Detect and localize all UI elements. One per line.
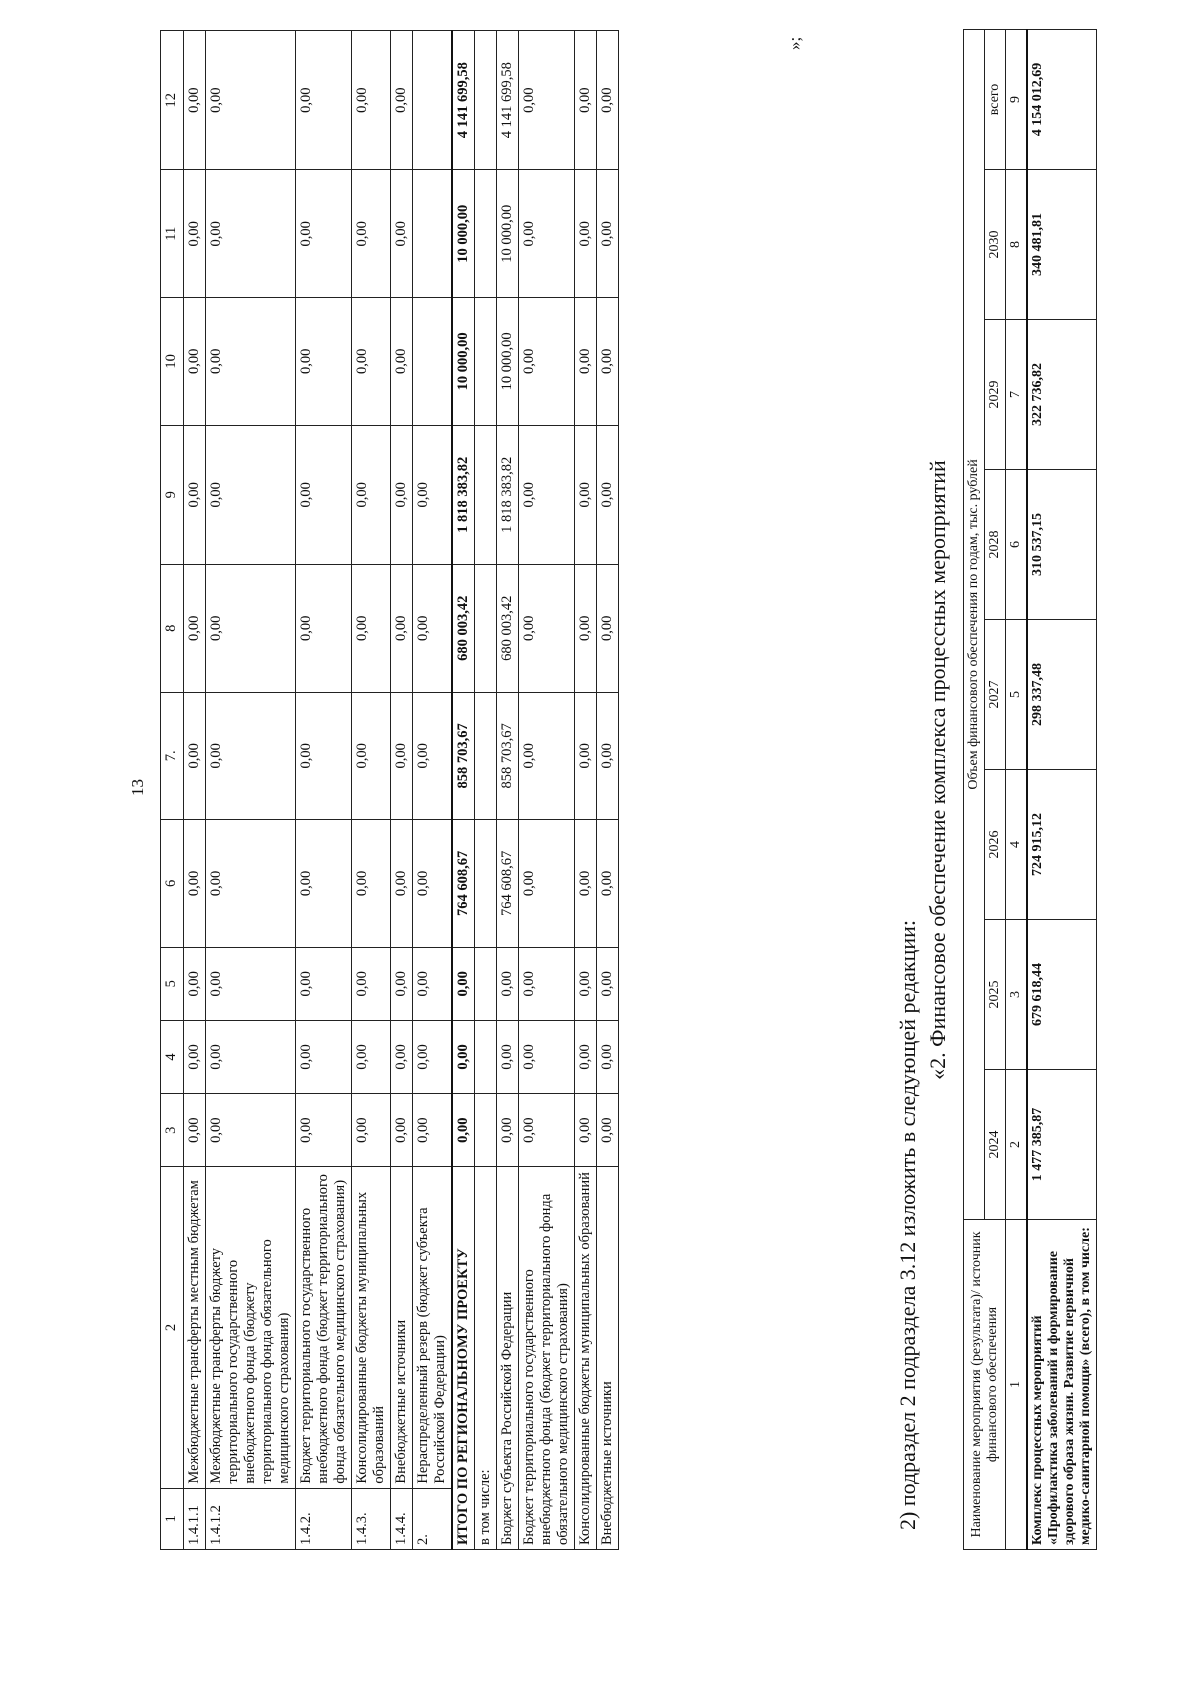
value-cell — [475, 1094, 497, 1167]
row-code: 1.4.3. — [352, 1488, 391, 1549]
value-cell — [475, 1020, 497, 1093]
value-cell: 10 000,00 — [497, 298, 519, 426]
value-cell: 340 481,81 — [1027, 170, 1097, 320]
value-cell: 0,00 — [206, 1020, 296, 1093]
value-cell: 0,00 — [296, 947, 352, 1020]
value-cell: 0,00 — [352, 170, 391, 298]
value-cell — [475, 298, 497, 426]
volume-header: Объем финансового обеспечения по годам, тыс. рублей — [964, 29, 985, 1219]
table-row — [352, 31, 391, 1550]
name-header: Наименование мероприятия (результата)/ источник финансового обеспечения — [964, 1220, 1006, 1550]
value-cell: 0,00 — [391, 31, 413, 170]
value-cell: 0,00 — [296, 31, 352, 170]
value-cell: 0,00 — [519, 564, 575, 692]
value-cell: 0,00 — [296, 820, 352, 948]
value-cell: 0,00 — [452, 1094, 475, 1167]
value-cell: 0,00 — [597, 170, 619, 298]
section-heading: «2. Финансовое обеспечение комплекса процессных мероприятий — [925, 460, 950, 1080]
value-cell — [475, 947, 497, 1020]
value-cell: 0,00 — [206, 947, 296, 1020]
value-cell: 0,00 — [352, 425, 391, 564]
value-cell: 0,00 — [391, 170, 413, 298]
row-name: Внебюджетные источники — [597, 1167, 619, 1550]
column-number: 7 — [1006, 320, 1028, 470]
row-code: 1.4.4. — [391, 1488, 413, 1549]
column-number: 12 — [161, 31, 184, 170]
value-cell: 0,00 — [184, 1020, 206, 1093]
value-cell: 0,00 — [184, 170, 206, 298]
value-cell: 0,00 — [184, 820, 206, 948]
column-number: 3 — [1006, 920, 1028, 1070]
value-cell: 0,00 — [206, 692, 296, 820]
value-cell: 0,00 — [597, 1094, 619, 1167]
page-number: 13 — [128, 779, 147, 796]
value-cell: 0,00 — [352, 692, 391, 820]
value-cell: 0,00 — [206, 31, 296, 170]
column-number: 5 — [161, 947, 184, 1020]
year-header: 2026 — [985, 770, 1006, 920]
amendment-paragraph: 2) подраздел 2 подраздела 3.12 изложить в следующей редакции: — [895, 919, 920, 1530]
value-cell: 0,00 — [391, 1020, 413, 1093]
year-header: 2025 — [985, 920, 1006, 1070]
table-row — [413, 31, 453, 1550]
value-cell: 0,00 — [352, 947, 391, 1020]
value-cell: 322 736,82 — [1027, 320, 1097, 470]
value-cell: 0,00 — [575, 31, 597, 170]
column-number: 7. — [161, 692, 184, 820]
value-cell — [413, 298, 453, 426]
value-cell: 0,00 — [597, 31, 619, 170]
row-name: Бюджет территориального государственного внебюджетного фонда (бюджет территориального фонда обязательного медицинского страхования) — [296, 1167, 352, 1488]
row-name: в том числе: — [475, 1167, 497, 1550]
row-name: Внебюджетные источники — [391, 1167, 413, 1488]
column-number: 2 — [161, 1167, 184, 1488]
column-number: 4 — [1006, 770, 1028, 920]
column-number: 9 — [1006, 29, 1028, 169]
table-row — [452, 31, 475, 1550]
value-cell: 0,00 — [575, 820, 597, 948]
year-header: 2030 — [985, 170, 1006, 320]
value-cell: 0,00 — [184, 1094, 206, 1167]
year-header: 2028 — [985, 470, 1006, 620]
value-cell — [475, 564, 497, 692]
value-cell: 0,00 — [413, 1094, 453, 1167]
header-row — [964, 29, 985, 1549]
value-cell: 4 154 012,69 — [1027, 29, 1097, 169]
table-row — [575, 31, 597, 1550]
value-cell: 1 477 385,87 — [1027, 1070, 1097, 1220]
year-header: 2027 — [985, 620, 1006, 770]
table-row — [391, 31, 413, 1550]
value-cell: 0,00 — [352, 1094, 391, 1167]
column-number: 5 — [1006, 620, 1028, 770]
value-cell: 0,00 — [575, 298, 597, 426]
value-cell: 0,00 — [184, 692, 206, 820]
value-cell: 0,00 — [575, 425, 597, 564]
value-cell: 0,00 — [519, 170, 575, 298]
value-cell — [413, 170, 453, 298]
value-cell: 0,00 — [352, 298, 391, 426]
column-number: 1 — [161, 1488, 184, 1549]
value-cell: 0,00 — [575, 564, 597, 692]
row-name: Консолидированные бюджеты муниципальных образований — [575, 1167, 597, 1550]
row-name: Бюджет субъекта Российской Федерации — [497, 1167, 519, 1550]
value-cell: 0,00 — [391, 947, 413, 1020]
row-code: 1.4.2. — [296, 1488, 352, 1549]
value-cell: 858 703,67 — [452, 692, 475, 820]
value-cell: 0,00 — [206, 425, 296, 564]
table-row — [296, 31, 352, 1550]
value-cell: 0,00 — [519, 1020, 575, 1093]
table-row — [475, 31, 497, 1550]
year-header: 2029 — [985, 320, 1006, 470]
value-cell: 1 818 383,82 — [497, 425, 519, 564]
column-number: 6 — [1006, 470, 1028, 620]
table-row — [184, 31, 206, 1550]
value-cell: 0,00 — [206, 170, 296, 298]
column-numbers-row — [1006, 29, 1028, 1549]
column-number: 3 — [161, 1094, 184, 1167]
value-cell: 0,00 — [296, 692, 352, 820]
value-cell: 310 537,15 — [1027, 470, 1097, 620]
value-cell: 0,00 — [575, 1094, 597, 1167]
value-cell: 0,00 — [519, 947, 575, 1020]
value-cell: 0,00 — [597, 1020, 619, 1093]
value-cell: 0,00 — [391, 298, 413, 426]
row-name: Бюджет территориального государственного внебюджетного фонда (бюджет территориального фонда обязательного медицинского страхования) — [519, 1167, 575, 1550]
row-code: 2. — [413, 1488, 453, 1549]
value-cell — [475, 31, 497, 170]
value-cell: 0,00 — [184, 425, 206, 564]
value-cell: 724 915,12 — [1027, 770, 1097, 920]
value-cell: 0,00 — [184, 947, 206, 1020]
value-cell: 0,00 — [413, 564, 453, 692]
rotated-content — [120, 15, 1170, 1560]
value-cell: 0,00 — [597, 692, 619, 820]
value-cell: 0,00 — [391, 564, 413, 692]
value-cell: 680 003,42 — [452, 564, 475, 692]
value-cell: 0,00 — [184, 564, 206, 692]
value-cell: 0,00 — [391, 425, 413, 564]
value-cell: 0,00 — [497, 947, 519, 1020]
column-number: 2 — [1006, 1070, 1028, 1220]
value-cell: 764 608,67 — [497, 820, 519, 948]
value-cell: 4 141 699,58 — [497, 31, 519, 170]
row-name: Межбюджетные трансферты бюджету территориального государственного внебюджетного фонда (бюджету территориального фонда обязательного медицинского страхования) — [206, 1167, 296, 1488]
value-cell: 0,00 — [597, 820, 619, 948]
value-cell: 0,00 — [497, 1094, 519, 1167]
value-cell: 0,00 — [413, 1020, 453, 1093]
value-cell: 0,00 — [519, 425, 575, 564]
value-cell: 0,00 — [352, 820, 391, 948]
value-cell: 0,00 — [206, 1094, 296, 1167]
value-cell: 0,00 — [519, 820, 575, 948]
value-cell: 0,00 — [184, 298, 206, 426]
table-row — [497, 31, 519, 1550]
value-cell: 4 141 699,58 — [452, 31, 475, 170]
value-cell: 0,00 — [352, 31, 391, 170]
closing-mark: »; — [785, 36, 804, 50]
value-cell — [413, 31, 453, 170]
value-cell: 0,00 — [413, 820, 453, 948]
value-cell: 0,00 — [413, 425, 453, 564]
value-cell: 0,00 — [206, 298, 296, 426]
value-cell: 0,00 — [296, 1094, 352, 1167]
value-cell: 0,00 — [519, 1094, 575, 1167]
column-number: 9 — [161, 425, 184, 564]
financing-table — [160, 30, 619, 1550]
value-cell — [475, 425, 497, 564]
value-cell — [475, 170, 497, 298]
value-cell: 0,00 — [519, 692, 575, 820]
table-row — [519, 31, 575, 1550]
value-cell: 858 703,67 — [497, 692, 519, 820]
value-cell: 0,00 — [575, 170, 597, 298]
value-cell: 0,00 — [497, 1020, 519, 1093]
value-cell: 0,00 — [597, 425, 619, 564]
value-cell: 0,00 — [413, 692, 453, 820]
value-cell: 0,00 — [519, 298, 575, 426]
value-cell: 0,00 — [296, 1020, 352, 1093]
value-cell: 0,00 — [352, 1020, 391, 1093]
value-cell — [475, 820, 497, 948]
year-header: всего — [985, 29, 1006, 169]
table-row — [597, 31, 619, 1550]
value-cell: 679 618,44 — [1027, 920, 1097, 1070]
value-cell: 0,00 — [352, 564, 391, 692]
value-cell: 0,00 — [296, 170, 352, 298]
value-cell: 0,00 — [452, 1020, 475, 1093]
column-number: 4 — [161, 1020, 184, 1093]
value-cell: 0,00 — [597, 298, 619, 426]
row-name: Комплекс процессных мероприятий «Профилактика заболеваний и формирование здорового образа жизни. Развитие первичной медико-санитарной помощи» (всего), в том числе: — [1027, 1220, 1097, 1550]
value-cell: 10 000,00 — [497, 170, 519, 298]
value-cell: 1 818 383,82 — [452, 425, 475, 564]
row-code: 1.4.1.1 — [184, 1488, 206, 1549]
column-number: 10 — [161, 298, 184, 426]
column-number: 8 — [1006, 170, 1028, 320]
column-number: 8 — [161, 564, 184, 692]
column-number: 6 — [161, 820, 184, 948]
value-cell: 0,00 — [206, 820, 296, 948]
value-cell: 0,00 — [184, 31, 206, 170]
column-number: 11 — [161, 170, 184, 298]
value-cell: 0,00 — [391, 820, 413, 948]
process-measures-table — [963, 29, 1097, 1550]
value-cell — [475, 692, 497, 820]
value-cell: 0,00 — [206, 564, 296, 692]
value-cell: 0,00 — [296, 564, 352, 692]
value-cell: 0,00 — [575, 692, 597, 820]
table-row — [1027, 29, 1097, 1549]
row-name: ИТОГО ПО РЕГИОНАЛЬНОМУ ПРОЕКТУ — [452, 1167, 475, 1550]
value-cell: 298 337,48 — [1027, 620, 1097, 770]
value-cell: 0,00 — [391, 692, 413, 820]
value-cell: 680 003,42 — [497, 564, 519, 692]
header-row — [161, 31, 184, 1550]
value-cell: 0,00 — [296, 425, 352, 564]
value-cell: 764 608,67 — [452, 820, 475, 948]
row-code: 1.4.1.2 — [206, 1488, 296, 1549]
row-name: Межбюджетные трансферты местным бюджетам — [184, 1167, 206, 1488]
value-cell: 0,00 — [391, 1094, 413, 1167]
value-cell: 0,00 — [597, 947, 619, 1020]
value-cell: 0,00 — [452, 947, 475, 1020]
value-cell: 0,00 — [575, 947, 597, 1020]
value-cell: 10 000,00 — [452, 298, 475, 426]
year-header: 2024 — [985, 1070, 1006, 1220]
value-cell: 0,00 — [575, 1020, 597, 1093]
row-name: Консолидированные бюджеты муниципальных образований — [352, 1167, 391, 1488]
column-number: 1 — [1006, 1220, 1028, 1550]
value-cell: 0,00 — [519, 31, 575, 170]
value-cell: 0,00 — [597, 564, 619, 692]
value-cell: 0,00 — [413, 947, 453, 1020]
row-name: Нераспределенный резерв (бюджет субъекта Российской Федерации) — [413, 1167, 453, 1488]
value-cell: 0,00 — [296, 298, 352, 426]
table-row — [206, 31, 296, 1550]
value-cell: 10 000,00 — [452, 170, 475, 298]
